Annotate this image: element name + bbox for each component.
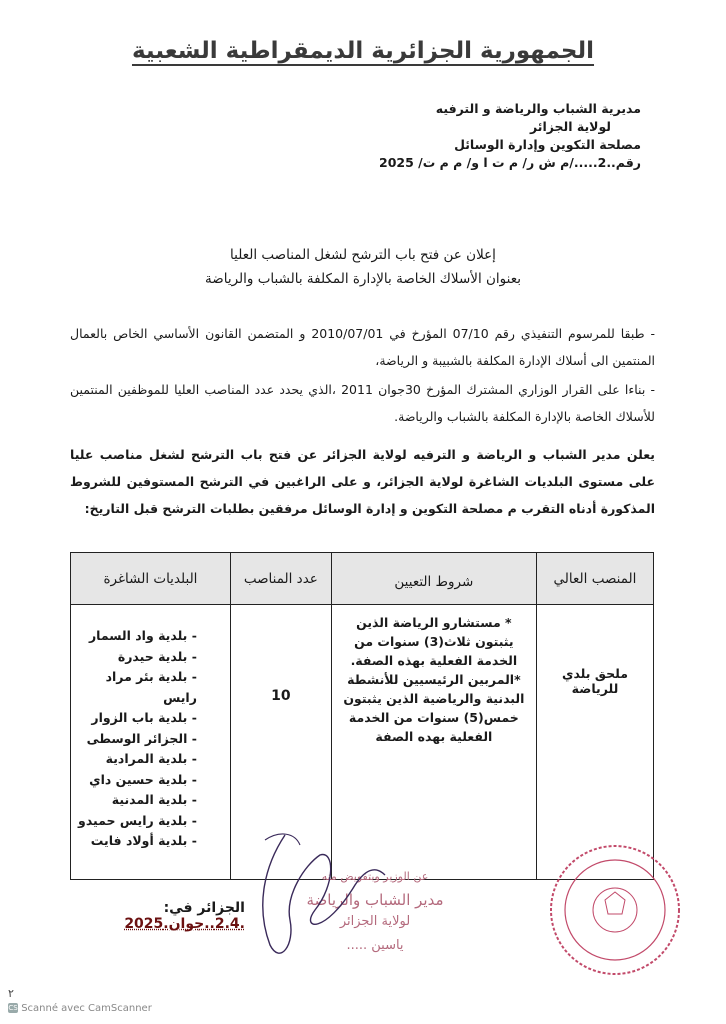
list-item: - بلدية واد السمار: [88, 628, 197, 643]
announcement-title: [0, 243, 726, 291]
official-stamp-text: [306, 870, 443, 953]
list-item: - بلدية المرادية: [105, 751, 197, 766]
date-value: .2.4..جوان.2025: [124, 916, 245, 932]
list-item: - بلدية حيدرة: [117, 648, 197, 664]
title-line-1: إعلان عن فتح باب الترشح لشغل المناصب العليا: [230, 247, 496, 263]
camscanner-icon: CS: [8, 1004, 18, 1012]
stamp-line: لولاية الجزائر: [339, 914, 411, 929]
paragraph-decree: - طبقا للمرسوم التنفيذي رقم 07/10 المؤرخ في 2010/07/01 و المتضمن القانون الأساسي الخاص بالعمال المنتمين الى أسلاك الإدارة المكلفة بالشبيبة و الرياضة،: [70, 326, 656, 368]
sender-directorate: مديرية الشباب والرياضة و الترفيه: [435, 101, 641, 116]
condition-item: * مستشارو الرياضة الذين يثبتون ثلاث(3) سنوات من الخدمة الفعلية بهذه الصفة.: [350, 615, 518, 668]
paragraph-announcement: يعلن مدير الشباب و الرياضة و الترفيه لولاية الجزائر عن فتح باب الترشح لشغل مناصب عليا على مستوى البلديات الشاغرة لولاية الجزائر، و على الراغبين في الترشح المستوفين للشروط المذكورة أدناه التقرب م مصلحة التكوين و إدارة الوسائل مرفقين بطلبات الترشح قبل التاريخ:: [70, 447, 655, 516]
cell-municipalities: [71, 605, 231, 880]
sender-service: مصلحة التكوين وإدارة الوسائل: [454, 137, 641, 152]
list-item: - بلدية المدنية: [111, 792, 197, 807]
list-item: - الجزائر الوسطى: [86, 730, 197, 746]
date-place: الجزائر في:: [163, 900, 245, 916]
positions-count: 10: [271, 688, 291, 704]
scanner-text: Scanné avec CamScanner: [21, 1003, 152, 1014]
post-title: ملحق بلدي للرياضة: [562, 666, 628, 696]
list-item: - بلدية حسين داي: [89, 771, 197, 787]
condition-item: *المربين الرئيسيين للأنشطة البدنية والرياضية الذين يثبتون خمس(5) سنوات من الخدمة الفعلية بهده الصفة: [343, 672, 525, 744]
stamp-line: ياسين .....: [346, 938, 404, 953]
reference-number: رقم..2...../م ش ر/ م ت ا و/ م م ت/ 2025: [379, 155, 641, 170]
list-item: - بلدية باب الزوار: [91, 710, 197, 725]
municipality-list: [72, 626, 229, 852]
stamp-line: مدير الشباب والرياضة: [306, 891, 444, 909]
sender-block: [241, 100, 641, 172]
header-conditions: شروط التعيين: [331, 553, 536, 605]
list-item: - بلدية أولاد فايت: [90, 833, 197, 848]
stamp-line: عن الوزير وبتفويض منه: [321, 870, 429, 883]
table-header-row: [71, 553, 654, 605]
title-line-2: بعنوان الأسلاك الخاصة بالإدارة المكلفة بالشباب والرياضة: [205, 271, 521, 287]
list-item: - بلدية بئر مراد رايس: [105, 669, 197, 705]
scanner-watermark: [8, 1003, 152, 1014]
paragraph-ministerial-order: - بناءا على القرار الوزاري المشترك المؤرخ 30جوان 2011 ،الذي يحدد عدد المناصب العليا للموظفين المنتمين للأسلاك الخاصة بالإدارة المكلفة بالشباب والرياضة.: [70, 382, 656, 424]
header-count: عدد المناصب: [230, 553, 331, 605]
republic-heading: الجمهورية الجزائرية الديمقراطية الشعبية: [131, 38, 595, 64]
date-line: [55, 900, 245, 932]
header-post: المنصب العالي: [536, 553, 653, 605]
page-mark: ٢: [8, 987, 14, 1000]
sender-wilaya: لولاية الجزائر: [530, 119, 611, 134]
list-item: - بلدية رايس حميدو: [78, 812, 197, 828]
header-municipalities: البلديات الشاغرة: [71, 553, 231, 605]
round-seal: [551, 846, 679, 974]
signature-stamp-area: [225, 825, 695, 1000]
